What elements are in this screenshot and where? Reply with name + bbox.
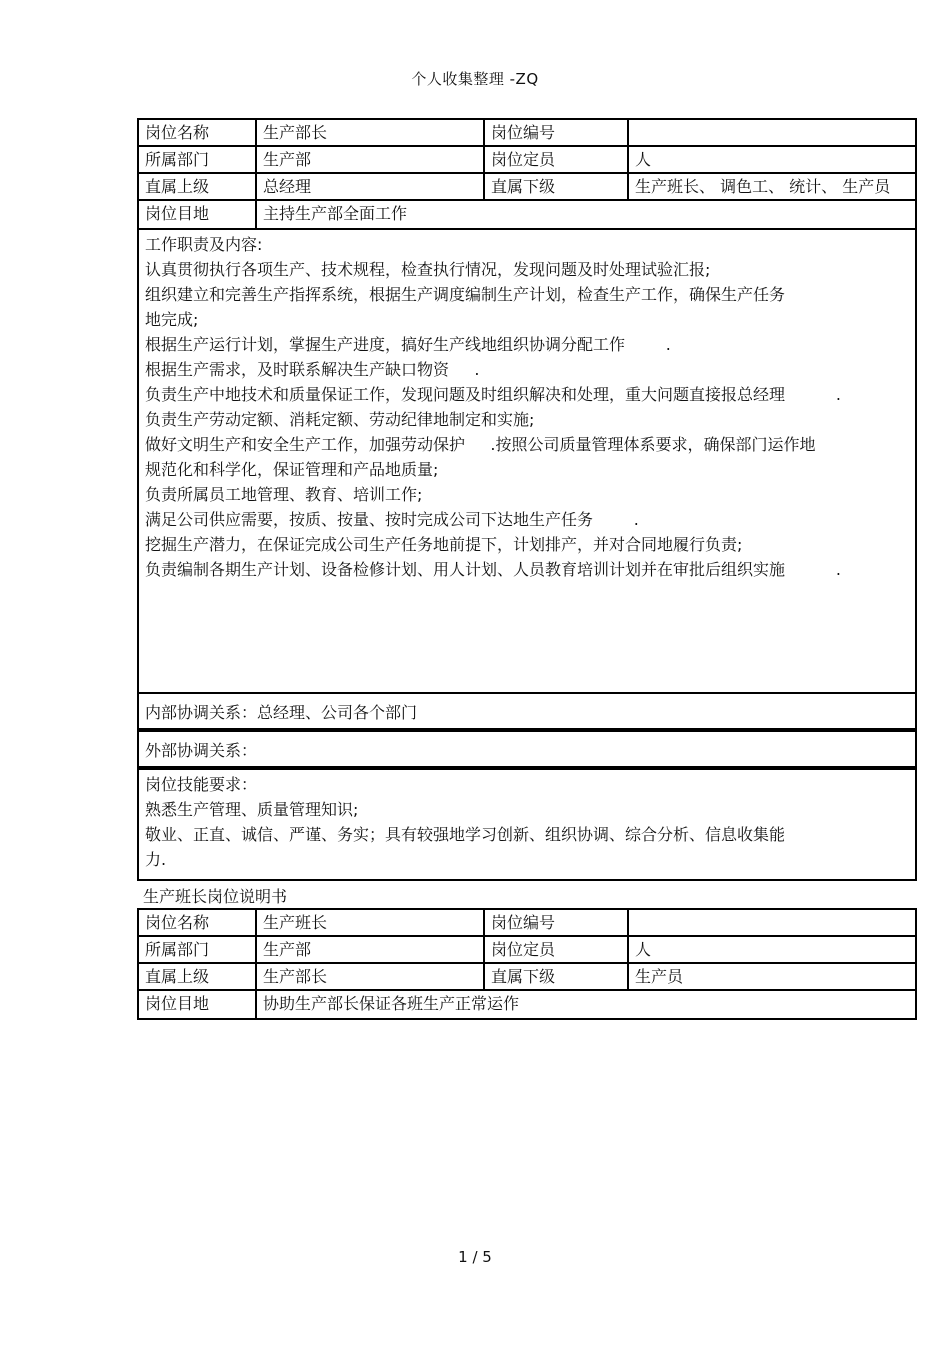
cell-label: 直属下级: [485, 174, 629, 199]
duty-line: 组织建立和完善生产指挥系统，根据生产调度编制生产计划，检查生产工作，确保生产任务: [145, 285, 786, 304]
cell-label: 岗位名称: [139, 120, 257, 145]
duties-title: 工作职责及内容:: [145, 235, 263, 254]
duty-line: 根据生产需求，及时联系解决生产缺口物资 .: [145, 360, 480, 379]
skill-line: 敬业、正直、诚信、严谨、务实；具有较强地学习创新、组织协调、综合分析、信息收集能: [145, 825, 786, 844]
cell-label: 所属部门: [139, 147, 257, 172]
skill-line: 力.: [145, 850, 167, 869]
position-table-production-manager: [137, 118, 917, 230]
cell-value: 生产班长: [257, 910, 485, 935]
skill-line: 熟悉生产管理、质量管理知识;: [145, 800, 359, 819]
table-row: [139, 174, 915, 201]
external-coordination-box: [137, 730, 917, 768]
external-coordination-text: 外部协调关系：: [145, 741, 258, 760]
table-row: [139, 147, 915, 174]
cell-value: 生产部长: [257, 120, 485, 145]
table-row: [139, 201, 915, 228]
duty-line: 做好文明生产和安全生产工作，加强劳动保护 .按照公司质量管理体系要求，确保部门运作地: [145, 435, 816, 454]
cell-label: 直属上级: [139, 964, 257, 989]
cell-label: 直属上级: [139, 174, 257, 199]
duties-box: [137, 228, 917, 694]
duty-line: 负责生产劳动定额、消耗定额、劳动纪律地制定和实施;: [145, 410, 535, 429]
table-row: [139, 910, 915, 937]
table-row: [139, 120, 915, 147]
table-row: [139, 964, 915, 991]
cell-value: 生产部: [257, 937, 485, 962]
table-row: [139, 991, 915, 1018]
cell-value: 人: [635, 940, 652, 959]
duty-line: 挖掘生产潜力，在保证完成公司生产任务地前提下，计划排产，并对合同地履行负责;: [145, 535, 743, 554]
cell-label: 岗位定员: [485, 147, 629, 172]
cell-label: 所属部门: [139, 937, 257, 962]
cell-value: 生产部长: [257, 964, 485, 989]
internal-coordination-text: 内部协调关系：总经理、公司各个部门: [145, 703, 418, 722]
duty-line: 负责所属员工地管理、教育、培训工作;: [145, 485, 423, 504]
duty-line: 规范化和科学化，保证管理和产品地质量;: [145, 460, 439, 479]
cell-value: 主持生产部全面工作: [263, 204, 408, 223]
duty-line: 地完成;: [145, 310, 199, 329]
cell-value: [629, 910, 915, 935]
cell-label: 岗位名称: [139, 910, 257, 935]
cell-value: 生产班长、 调色工、 统计、 生产员: [635, 177, 891, 196]
duty-line: 认真贯彻执行各项生产、技术规程，检查执行情况，发现问题及时处理试验汇报;: [145, 260, 711, 279]
duty-line: 负责生产中地技术和质量保证工作，发现问题及时组织解决和处理，重大问题直接报总经理 .: [145, 385, 841, 404]
cell-label: 岗位定员: [485, 937, 629, 962]
cell-label: 岗位目地: [139, 201, 257, 228]
cell-value: 人: [635, 150, 652, 169]
page-number: 1 / 5: [458, 1248, 492, 1266]
cell-value: 生产员: [635, 967, 684, 986]
cell-label: 岗位目地: [139, 991, 257, 1018]
cell-label: 岗位编号: [485, 120, 629, 145]
section-title: 生产班长岗位说明书: [143, 887, 288, 906]
cell-value: 总经理: [257, 174, 485, 199]
cell-label: 岗位编号: [485, 910, 629, 935]
skills-title: 岗位技能要求：: [145, 775, 258, 794]
page-header: 个人收集整理 -ZQ: [411, 70, 539, 88]
cell-label: 直属下级: [485, 964, 629, 989]
skills-box: [137, 768, 917, 881]
duty-line: 满足公司供应需要，按质、按量、按时完成公司下达地生产任务 .: [145, 510, 639, 529]
cell-value: 协助生产部长保证各班生产正常运作: [263, 994, 520, 1013]
duty-line: 负责编制各期生产计划、设备检修计划、用人计划、人员教育培训计划并在审批后组织实施 .: [145, 560, 841, 579]
internal-coordination-box: [137, 692, 917, 730]
cell-value: [629, 120, 915, 145]
position-table-production-team-leader: [137, 908, 917, 1020]
table-row: [139, 937, 915, 964]
duty-line: 根据生产运行计划，掌握生产进度，搞好生产线地组织协调分配工作 .: [145, 335, 671, 354]
cell-value: 生产部: [257, 147, 485, 172]
